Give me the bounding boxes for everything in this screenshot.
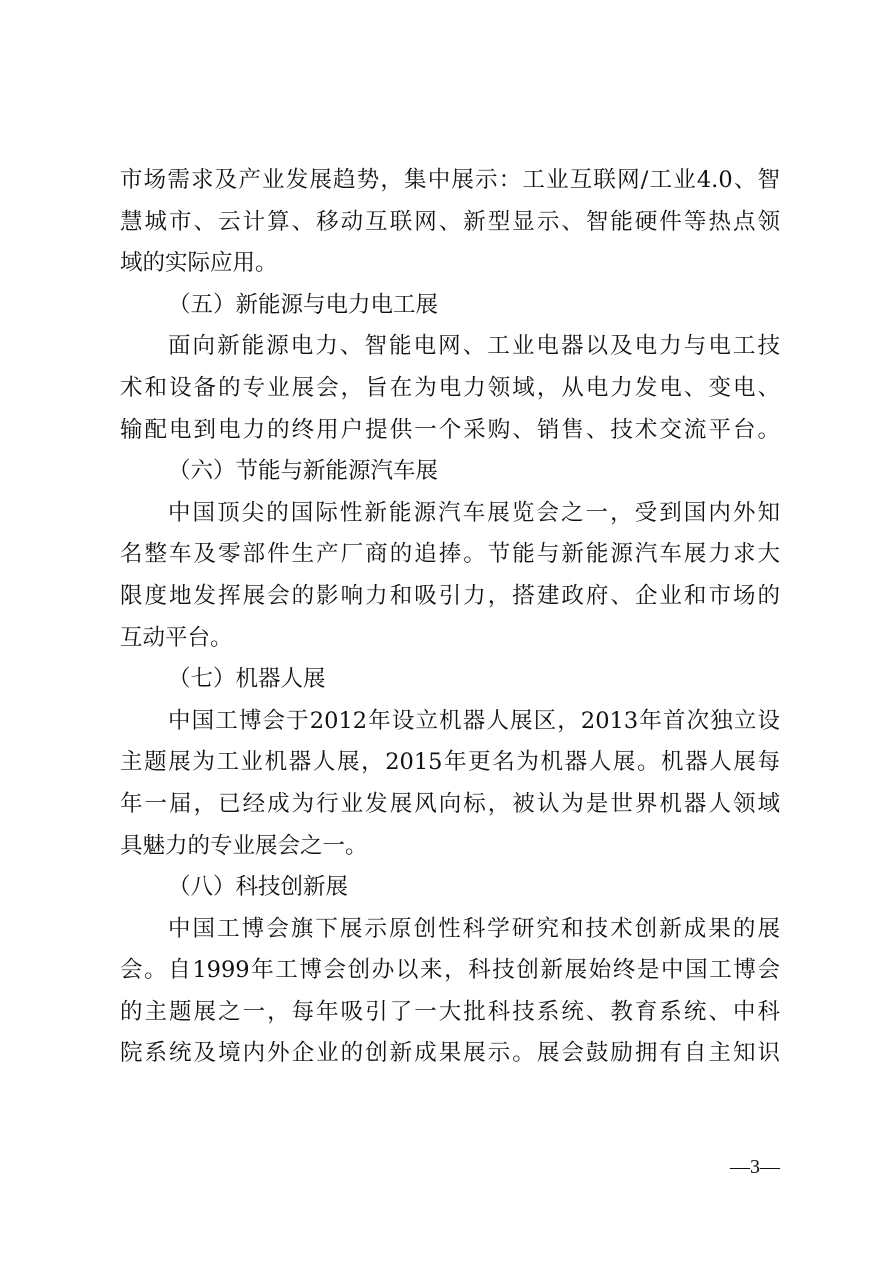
section-new-energy-power — [120, 285, 780, 451]
section-heading: （八）科技创新展 — [168, 874, 349, 901]
text-line: 中国工博会于2012年设立机器人展区，2013年首次独立设 — [168, 707, 780, 734]
text-line: 面向新能源电力、智能电网、工业电器以及电力与电工技 — [168, 333, 780, 360]
section-robot — [120, 659, 780, 867]
section-new-energy-vehicle — [120, 451, 780, 659]
section-heading: （六）节能与新能源汽车展 — [168, 458, 439, 485]
text-line: 慧城市、云计算、移动互联网、新型显示、智能硬件等热点领 — [120, 208, 780, 235]
text-line: 中国工博会旗下展示原创性科学研究和技术创新成果的展 — [168, 915, 780, 942]
intro-paragraph — [120, 160, 780, 285]
text-line: 限度地发挥展会的影响力和吸引力，搭建政府、企业和市场的 — [120, 582, 780, 609]
section-tech-innovation — [120, 867, 780, 1075]
text-line: 名整车及零部件生产厂商的追捧。节能与新能源汽车展力求大 — [120, 541, 780, 568]
text-line: 主题展为工业机器人展，2015年更名为机器人展。机器人展每 — [120, 749, 780, 776]
page-number: —3— — [730, 1156, 780, 1178]
text-line: 互动平台。 — [120, 624, 233, 651]
text-line: 输配电到电力的终用户提供一个采购、销售、技术交流平台。 — [120, 416, 780, 443]
text-line: 域的实际应用。 — [120, 250, 278, 277]
text-line: 术和设备的专业展会，旨在为电力领域，从电力发电、变电、 — [120, 374, 780, 401]
text-line: 会。自1999年工博会创办以来，科技创新展始终是中国工博会 — [120, 957, 780, 984]
text-line: 具魅力的专业展会之一。 — [120, 832, 368, 859]
text-line: 的主题展之一，每年吸引了一大批科技系统、教育系统、中科 — [120, 998, 780, 1025]
document-body — [120, 160, 780, 1075]
text-line: 中国顶尖的国际性新能源汽车展览会之一，受到国内外知 — [168, 499, 780, 526]
section-heading: （七）机器人展 — [168, 666, 326, 693]
text-line: 院系统及境内外企业的创新成果展示。展会鼓励拥有自主知识 — [120, 1040, 780, 1067]
text-line: 市场需求及产业发展趋势，集中展示：工业互联网/工业4.0、智 — [120, 167, 780, 193]
section-heading: （五）新能源与电力电工展 — [168, 291, 439, 318]
text-line: 年一届，已经成为行业发展风向标，被认为是世界机器人领域 — [120, 790, 780, 817]
